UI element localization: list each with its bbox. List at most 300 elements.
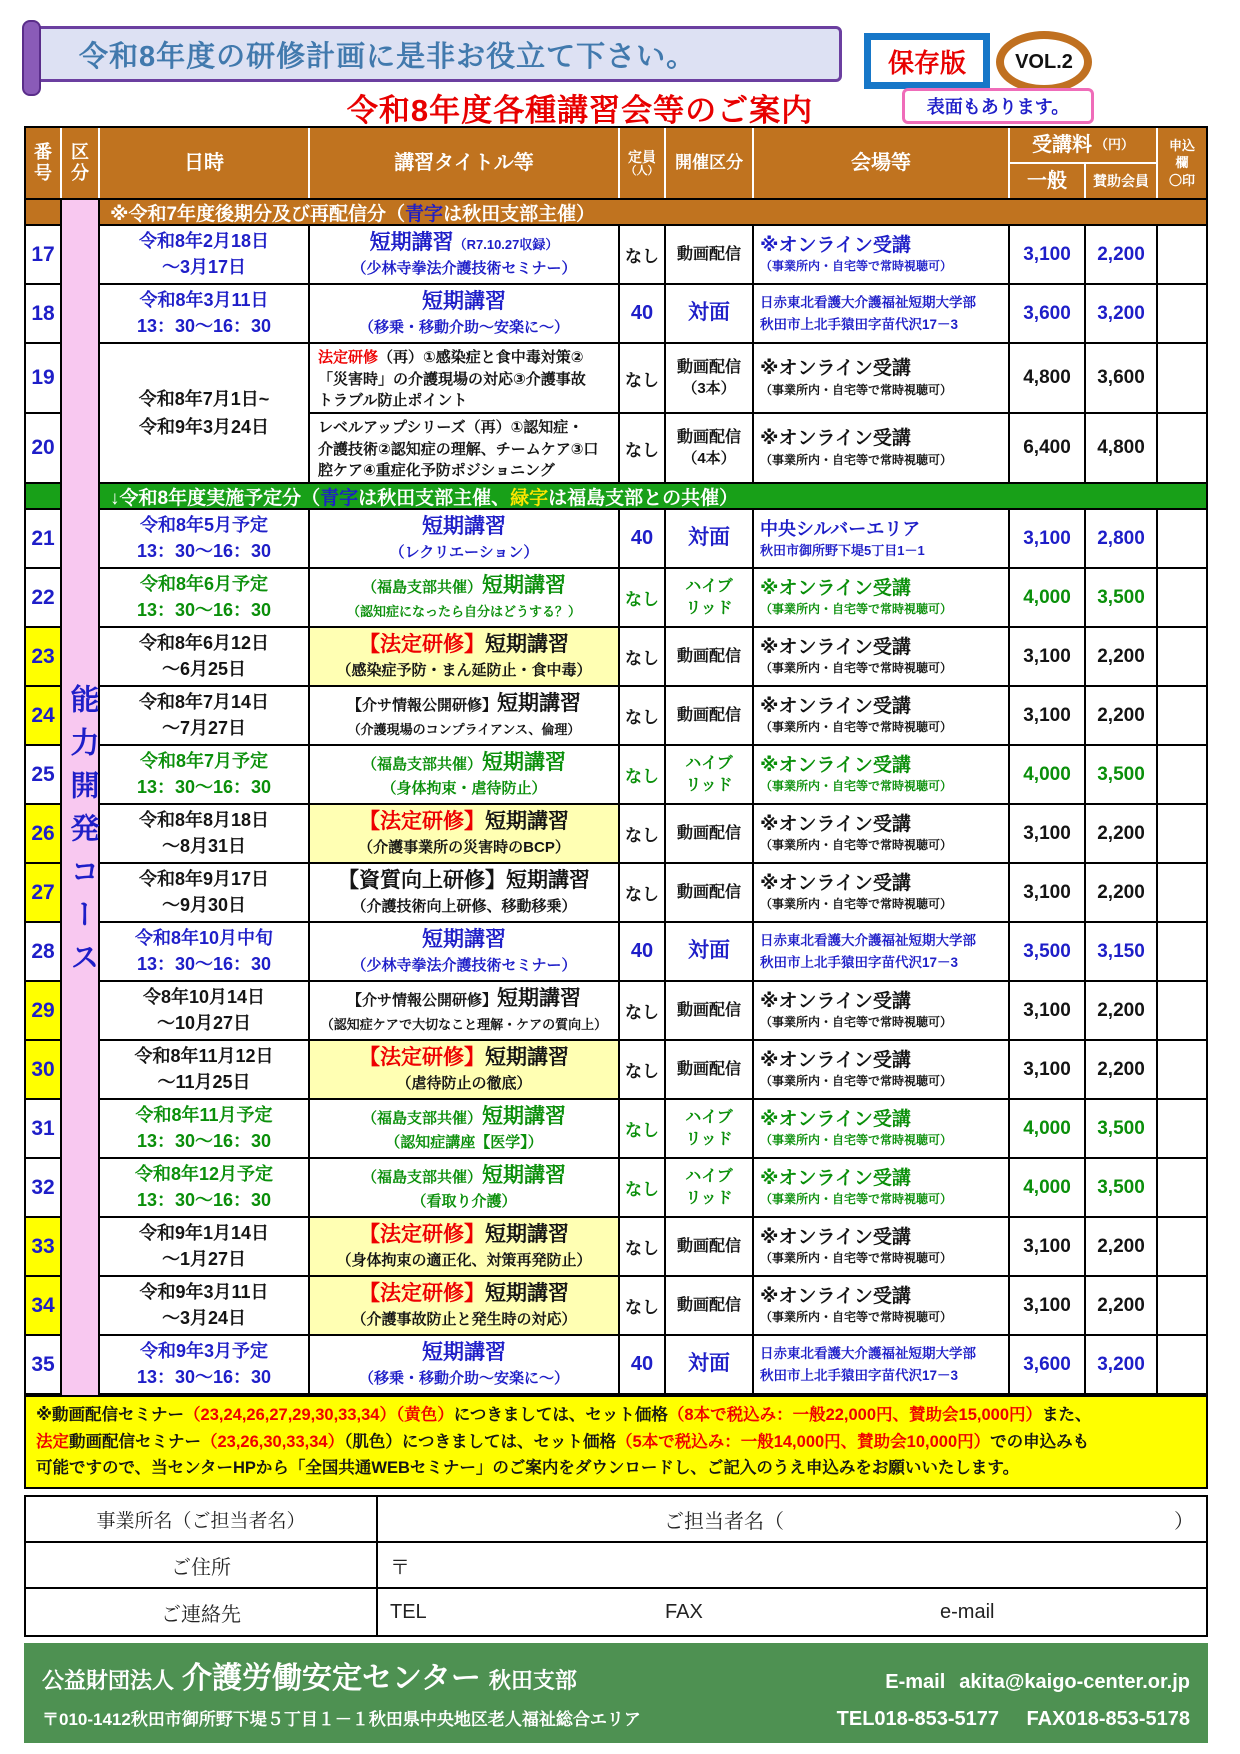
title-segment: 【介サ情報公開研修】 xyxy=(346,697,497,715)
title-segment: 法定研修 xyxy=(318,349,379,366)
banner-box xyxy=(30,26,842,82)
capacity-cell: なし xyxy=(620,1100,666,1159)
apply-mark-cell xyxy=(1158,628,1206,687)
fee-general-cell: 3,100 xyxy=(1010,1041,1086,1100)
title-line xyxy=(348,719,581,741)
capacity-cell: なし xyxy=(620,982,666,1041)
date-line: 令和8年12月予定 xyxy=(134,1163,274,1184)
venue-sub: （事業所内・自宅等で常時視聴可） xyxy=(760,602,953,617)
venue-sub: 秋田市上北手猿田字苗代沢17－3 xyxy=(760,1367,959,1383)
format-cell xyxy=(666,805,754,864)
row-number-cell: 27 xyxy=(26,864,62,923)
apply-mark-cell xyxy=(1158,864,1206,923)
venue-sub: （事業所内・自宅等で常時視聴可） xyxy=(760,1251,953,1266)
contact-info-label: ご連絡先 xyxy=(26,1589,378,1635)
title-segment: 短期講習 xyxy=(485,633,569,657)
fee-general-cell: 4,000 xyxy=(1010,1159,1086,1218)
capacity-cell: なし xyxy=(620,805,666,864)
fee-general-cell: 4,000 xyxy=(1010,746,1086,805)
header-date: 日時 xyxy=(100,128,310,198)
note-segment: （肌色） xyxy=(344,1432,402,1451)
fee-general-cell: 3,500 xyxy=(1010,923,1086,982)
venue-sub: （事業所内・自宅等で常時視聴可） xyxy=(760,1074,953,1089)
format-line: 動画配信 xyxy=(676,1060,741,1078)
date-cell xyxy=(100,510,310,569)
date-cell xyxy=(100,1277,310,1336)
venue-cell xyxy=(754,285,1010,344)
title-segment: （介護事故防止と発生時の対応） xyxy=(351,1311,577,1329)
fee-member-cell: 3,600 xyxy=(1086,344,1158,414)
title-segment: 【法定研修】 xyxy=(359,1046,485,1070)
venue-sub: 秋田市上北手猿田字苗代沢17－3 xyxy=(760,316,959,332)
category-column-cell xyxy=(62,1159,100,1218)
venue-main: ※オンライン受講 xyxy=(760,813,911,835)
format-line: ハイブ xyxy=(685,1108,733,1126)
header-fee: 受講料 （円） xyxy=(1010,128,1156,164)
format-line: ハイブ xyxy=(685,577,733,595)
title-segment: （レクリエーション） xyxy=(389,544,539,562)
fee-general-cell: 3,100 xyxy=(1010,864,1086,923)
format-cell xyxy=(666,1159,754,1218)
row-number-cell: 33 xyxy=(26,1218,62,1277)
venue-main: ※オンライン受講 xyxy=(760,358,911,380)
fee-member-cell: 3,500 xyxy=(1086,1100,1158,1159)
note-line xyxy=(36,1455,1196,1482)
header-number: 番 号 xyxy=(26,128,62,198)
venue-main: ※オンライン受講 xyxy=(760,234,911,256)
venue-cell xyxy=(754,923,1010,982)
date-line: 13：30〜16：30 xyxy=(136,953,272,974)
venue-cell xyxy=(754,982,1010,1041)
venue-main: 中央シルバーエリア xyxy=(760,518,921,539)
fee-general-cell: 4,000 xyxy=(1010,569,1086,628)
title-line xyxy=(338,867,590,895)
venue-sub: （事業所内・自宅等で常時視聴可） xyxy=(760,382,953,397)
title-line xyxy=(336,1250,591,1272)
fee-general-cell: 4,000 xyxy=(1010,1100,1086,1159)
row-number-cell: 35 xyxy=(26,1336,62,1395)
fee-member-cell: 2,200 xyxy=(1086,1277,1158,1336)
venue-cell xyxy=(754,1100,1010,1159)
date-line: 〜10月27日 xyxy=(156,1012,252,1033)
fee-general-cell: 3,100 xyxy=(1010,1218,1086,1277)
title-line xyxy=(359,808,569,836)
date-line: 〜3月17日 xyxy=(161,256,247,277)
fee-member-cell: 2,200 xyxy=(1086,687,1158,746)
title-line xyxy=(359,317,569,339)
title-segment: 【資質向上研修】 xyxy=(338,869,506,893)
date-line: 13：30〜16：30 xyxy=(136,1189,272,1210)
fee-member-cell: 2,200 xyxy=(1086,864,1158,923)
title-segment: （福島支部共催） xyxy=(361,1110,482,1128)
category-column-cell xyxy=(62,1277,100,1336)
course-row xyxy=(26,982,1206,1041)
title-line xyxy=(359,1221,569,1249)
date-cell xyxy=(100,1041,310,1100)
format-line: （3本） xyxy=(682,379,736,397)
fee-general-cell: 3,100 xyxy=(1010,510,1086,569)
fee-member-cell: 2,200 xyxy=(1086,226,1158,285)
course-title-cell xyxy=(310,1336,620,1395)
format-line: 動画配信 xyxy=(676,647,741,665)
title-segment: 【法定研修】 xyxy=(359,633,485,657)
format-line: 動画配信 xyxy=(676,1296,741,1314)
title-line xyxy=(390,542,539,564)
apply-mark-cell xyxy=(1158,1041,1206,1100)
course-row xyxy=(26,414,1206,484)
contact-person-label: ご担当者名（ xyxy=(664,1510,784,1533)
venue-main: 日赤東北看護大介護福祉短期大学部 xyxy=(760,294,976,310)
format-cell xyxy=(666,628,754,687)
set-price-notice xyxy=(24,1397,1208,1489)
note-segment: 法定 xyxy=(36,1432,69,1451)
date-line: 令和8年2月18日 xyxy=(138,230,270,251)
apply-mark-cell xyxy=(1158,805,1206,864)
capacity-cell: 40 xyxy=(620,510,666,569)
venue-sub: （事業所内・自宅等で常時視聴可） xyxy=(760,1192,953,1207)
format-cell xyxy=(666,414,754,484)
format-line: リッド xyxy=(685,599,733,617)
title-segment: （移乗・移動介助〜安楽に〜） xyxy=(358,1370,569,1388)
table-body xyxy=(26,200,1206,1395)
venue-main: ※オンライン受講 xyxy=(760,1226,911,1248)
fee-general-cell: 6,400 xyxy=(1010,414,1086,484)
fee-member-cell: 2,800 xyxy=(1086,510,1158,569)
venue-main: ※オンライン受講 xyxy=(760,636,911,658)
fee-member-cell: 3,200 xyxy=(1086,1336,1158,1395)
title-segment: （移乗・移動介助〜安楽に〜） xyxy=(358,319,569,337)
title-line xyxy=(359,631,569,659)
section-banner xyxy=(100,484,1206,510)
office-name-field xyxy=(378,1497,1206,1541)
course-title-cell xyxy=(310,1041,620,1100)
venue-main: ※オンライン受講 xyxy=(760,754,911,776)
row-number-cell: 20 xyxy=(26,414,62,484)
format-cell xyxy=(666,923,754,982)
row-number-cell: 28 xyxy=(26,923,62,982)
venue-cell xyxy=(754,414,1010,484)
apply-mark-cell xyxy=(1158,982,1206,1041)
fee-general-cell: 3,100 xyxy=(1010,1277,1086,1336)
title-segment: 短期講習 xyxy=(497,692,581,716)
fee-general-cell: 4,800 xyxy=(1010,344,1086,414)
banner-segment: は福島支部との共催） xyxy=(548,487,739,509)
category-column-cell xyxy=(62,226,100,285)
title-line xyxy=(336,660,591,682)
course-title-cell xyxy=(310,1159,620,1218)
fee-general-cell: 3,100 xyxy=(1010,982,1086,1041)
title-segment: （福島支部共催） xyxy=(361,756,482,774)
title-line xyxy=(359,1280,569,1308)
fee-member-cell: 3,150 xyxy=(1086,923,1158,982)
title-line xyxy=(362,1103,566,1131)
divider-number-cell xyxy=(26,200,62,226)
venue-cell xyxy=(754,687,1010,746)
format-cell xyxy=(666,1041,754,1100)
vol-label: VOL. xyxy=(1015,50,1062,73)
header-apply: 申込 欄 〇印 xyxy=(1168,137,1195,188)
title-segment: 短期講習 xyxy=(482,574,566,598)
date-line: 令和8年11月12日 xyxy=(134,1045,274,1066)
title-segment: 短期講習 xyxy=(422,290,506,314)
title-segment: （少林寺拳法介護技術セミナー） xyxy=(351,957,577,975)
format-line: リッド xyxy=(685,1130,733,1148)
fee-member-cell: 3,500 xyxy=(1086,1159,1158,1218)
contact-info-field xyxy=(378,1589,1206,1635)
capacity-cell: 40 xyxy=(620,285,666,344)
date-cell xyxy=(100,805,310,864)
title-line xyxy=(318,417,583,439)
title-line xyxy=(359,1044,569,1072)
row-number-cell: 19 xyxy=(26,344,62,414)
format-cell xyxy=(666,510,754,569)
course-title-cell xyxy=(310,687,620,746)
fee-general-cell: 3,600 xyxy=(1010,285,1086,344)
category-column-cell xyxy=(62,1041,100,1100)
format-line: 動画配信 xyxy=(676,706,741,724)
note-segment: （23,24,26,27,29,30,33,34） xyxy=(184,1406,396,1424)
venue-main: 日赤東北看護大介護福祉短期大学部 xyxy=(760,1345,976,1361)
title-segment: （福島支部共催） xyxy=(361,1169,482,1187)
fee-general-cell: 3,100 xyxy=(1010,226,1086,285)
date-line: 13：30〜16：30 xyxy=(136,315,272,336)
format-cell xyxy=(666,1218,754,1277)
title-segment: 「災害時」の介護現場の対応③介護事故 xyxy=(318,370,586,388)
title-line xyxy=(318,439,598,461)
date-line: 令和8年11月予定 xyxy=(135,1104,273,1125)
application-form xyxy=(24,1495,1208,1637)
title-segment: 【法定研修】 xyxy=(359,810,485,834)
date-cell xyxy=(100,687,310,746)
category-column-cell xyxy=(62,1218,100,1277)
venue-main: ※オンライン受講 xyxy=(760,1285,911,1307)
footer-email: E-mail akita@kaigo-center.or.jp xyxy=(885,1671,1190,1694)
venue-sub: （事業所内・自宅等で常時視聴可） xyxy=(760,1015,953,1030)
title-segment: （認知症になったら自分はどうする？） xyxy=(346,604,581,620)
date-cell xyxy=(100,344,310,414)
footer-tel: TEL018-853-5177 xyxy=(836,1708,999,1731)
apply-mark-cell xyxy=(1158,1100,1206,1159)
venue-cell xyxy=(754,1159,1010,1218)
footer-address: 〒010-1412秋田市御所野下堤５丁目１－１秋田県中央地区老人福祉総合エリア xyxy=(42,1710,641,1730)
apply-mark-cell xyxy=(1158,923,1206,982)
title-line xyxy=(411,1191,516,1213)
venue-cell xyxy=(754,226,1010,285)
course-row xyxy=(26,344,1206,414)
venue-main: ※オンライン受講 xyxy=(760,872,911,894)
venue-sub: （事業所内・自宅等で常時視聴可） xyxy=(760,1310,953,1325)
title-segment: 短期講習 xyxy=(482,1105,566,1129)
section-divider-row xyxy=(26,200,1206,226)
title-segment: 【介サ情報公開研修】 xyxy=(346,992,497,1010)
course-row xyxy=(26,805,1206,864)
header-capacity: 定員 （人） xyxy=(620,128,666,198)
note-segment: につきましては、セット価格 xyxy=(401,1432,617,1451)
capacity-cell: なし xyxy=(620,226,666,285)
date-line: 令和8年6月予定 xyxy=(139,573,269,594)
course-row xyxy=(26,1218,1206,1277)
date-cell xyxy=(100,226,310,285)
title-line xyxy=(362,1162,566,1190)
apply-mark-cell xyxy=(1158,1218,1206,1277)
venue-main: ※オンライン受講 xyxy=(760,1108,911,1130)
title-segment: 短期講習 xyxy=(497,987,581,1011)
date-line: 令和9年3月24日 xyxy=(138,417,270,437)
format-line: 動画配信 xyxy=(676,883,741,901)
apply-mark-cell xyxy=(1158,414,1206,484)
title-line xyxy=(321,1014,607,1036)
format-cell xyxy=(666,344,754,414)
title-segment: 短期講習 xyxy=(369,231,454,255)
format-cell xyxy=(666,1277,754,1336)
title-segment: 短期講習 xyxy=(506,869,590,893)
date-line: 13：30〜16：30 xyxy=(136,1130,272,1151)
format-line: リッド xyxy=(685,1189,733,1207)
fee-member-cell: 2,200 xyxy=(1086,628,1158,687)
note-segment: （5本で税込み：一般14,000円、賛助会10,000円） xyxy=(616,1432,991,1451)
title-segment: （少林寺拳法介護技術セミナー） xyxy=(351,260,577,278)
title-segment: （再）①感染症と食中毒対策② xyxy=(378,349,584,366)
section-divider-row xyxy=(26,484,1206,510)
row-number-cell: 32 xyxy=(26,1159,62,1218)
course-title-cell xyxy=(310,510,620,569)
title-line xyxy=(422,1339,506,1367)
course-title-cell xyxy=(310,1100,620,1159)
header-fee-member: 賛助会員 xyxy=(1093,172,1149,189)
page-title: 令和8年度各種講習会等のご案内 xyxy=(346,93,814,128)
course-row xyxy=(26,923,1206,982)
date-line: 令和8年3月11日 xyxy=(139,289,269,310)
date-line: 令和8年7月予定 xyxy=(139,750,269,771)
date-cell xyxy=(100,569,310,628)
venue-cell xyxy=(754,344,1010,414)
vol-badge xyxy=(996,31,1092,93)
fee-general-cell: 3,100 xyxy=(1010,628,1086,687)
course-row xyxy=(26,628,1206,687)
title-line xyxy=(318,347,583,369)
title-segment: レベルアップシリーズ（再）①認知症・ xyxy=(318,419,584,436)
course-title-cell xyxy=(310,1218,620,1277)
category-column-cell xyxy=(62,285,100,344)
title-segment: （身体拘束・虐待防止） xyxy=(381,780,547,798)
footer-tel-fax xyxy=(837,1708,1190,1731)
format-line: （4本） xyxy=(682,449,736,467)
row-number-cell: 31 xyxy=(26,1100,62,1159)
date-line: 令和8年6月12日 xyxy=(138,632,270,653)
title-line xyxy=(362,749,566,777)
title-segment: （感染症予防・まん延防止・食中毒） xyxy=(336,662,592,680)
title-line xyxy=(381,778,546,800)
course-title-cell xyxy=(310,285,620,344)
format-line: 対面 xyxy=(688,526,730,550)
format-line: 動画配信 xyxy=(676,359,741,377)
banner-segment: は秋田支部主催、 xyxy=(358,487,511,509)
header-format: 開催区分 xyxy=(666,128,754,198)
table-header xyxy=(26,128,1206,200)
apply-mark-cell xyxy=(1158,687,1206,746)
format-line: 動画配信 xyxy=(676,1001,741,1019)
address-field: 〒 xyxy=(390,1556,410,1579)
course-category-vertical-label: 能力開発コース xyxy=(66,684,99,985)
title-segment: （認知症講座【医学】） xyxy=(385,1134,543,1152)
capacity-cell: なし xyxy=(620,1277,666,1336)
course-table xyxy=(24,126,1208,1397)
title-segment: 介護技術②認知症の理解、チームケア③口 xyxy=(318,440,599,458)
banner-segment: ↓令和8年度実施予定分（ xyxy=(110,487,321,509)
save-badge xyxy=(864,33,990,89)
title-segment: 短期講習 xyxy=(485,810,569,834)
venue-cell xyxy=(754,746,1010,805)
format-line: リッド xyxy=(685,776,733,794)
row-number-cell: 26 xyxy=(26,805,62,864)
title-segment: （R7.10.27収録） xyxy=(453,237,559,253)
apply-mark-cell xyxy=(1158,1159,1206,1218)
note-segment: ※動画配信セミナー xyxy=(36,1406,185,1424)
date-line: 令和8年9月17日 xyxy=(138,868,270,889)
course-row xyxy=(26,746,1206,805)
fee-member-cell: 3,500 xyxy=(1086,746,1158,805)
note-segment: （黄色） xyxy=(395,1406,454,1424)
row-number-cell: 23 xyxy=(26,628,62,687)
capacity-cell: なし xyxy=(620,569,666,628)
capacity-cell: なし xyxy=(620,1041,666,1100)
title-segment: （認知症ケアで大切なこと理解・ケアの質向上） xyxy=(320,1017,608,1033)
date-line: 令和8年7月14日 xyxy=(138,691,270,712)
divider-number-cell xyxy=(26,484,62,510)
note-segment: での申込みも xyxy=(990,1432,1090,1451)
capacity-cell: なし xyxy=(620,344,666,414)
venue-sub: （事業所内・自宅等で常時視聴可） xyxy=(760,452,953,467)
course-title-cell xyxy=(310,226,620,285)
banner-segment: 青字 xyxy=(320,487,359,509)
save-badge-label: 保存版 xyxy=(887,47,966,78)
course-title-cell xyxy=(310,628,620,687)
banner-segment: は秋田支部主催） xyxy=(443,203,596,225)
header-category: 区 分 xyxy=(62,128,100,198)
fee-member-cell: 2,200 xyxy=(1086,1218,1158,1277)
title-segment: 短期講習 xyxy=(485,1282,569,1306)
title-line xyxy=(385,1132,543,1154)
capacity-cell: 40 xyxy=(620,923,666,982)
format-line: 対面 xyxy=(688,301,730,325)
row-number-cell: 34 xyxy=(26,1277,62,1336)
date-line: 13：30〜16：30 xyxy=(136,540,272,561)
course-row xyxy=(26,1041,1206,1100)
title-line xyxy=(422,513,506,541)
category-column-cell xyxy=(62,484,100,510)
banner-segment: ※令和7年度後期分及び再配信分（ xyxy=(110,203,406,225)
category-column-cell xyxy=(62,414,100,484)
capacity-cell: なし xyxy=(620,1218,666,1277)
note-segment: 可能ですので、当センターHPから「全国共通WEBセミナー」のご案内をダウンロードし、ご記入のうえ申込みをお願いいたします。 xyxy=(36,1459,1020,1478)
form-row-contact xyxy=(26,1589,1206,1635)
title-line xyxy=(351,1309,576,1331)
course-row xyxy=(26,226,1206,285)
banner-text: 令和8年度の研修計画に是非お役立て下さい。 xyxy=(79,40,697,73)
course-title-cell xyxy=(310,414,620,484)
fee-member-cell: 2,200 xyxy=(1086,1041,1158,1100)
footer-fax: FAX018-853-5178 xyxy=(1026,1708,1190,1731)
title-segment: （虐待防止の徹底） xyxy=(396,1075,532,1093)
venue-main: ※オンライン受講 xyxy=(760,1049,911,1071)
title-segment: （身体拘束の適正化、対策再発防止） xyxy=(336,1252,592,1270)
category-column-cell xyxy=(62,569,100,628)
row-number-cell: 25 xyxy=(26,746,62,805)
vol-number: 2 xyxy=(1061,50,1073,73)
fee-member-cell: 4,800 xyxy=(1086,414,1158,484)
fax-label: FAX xyxy=(665,1600,703,1623)
date-line: 〜11月25日 xyxy=(157,1071,251,1092)
